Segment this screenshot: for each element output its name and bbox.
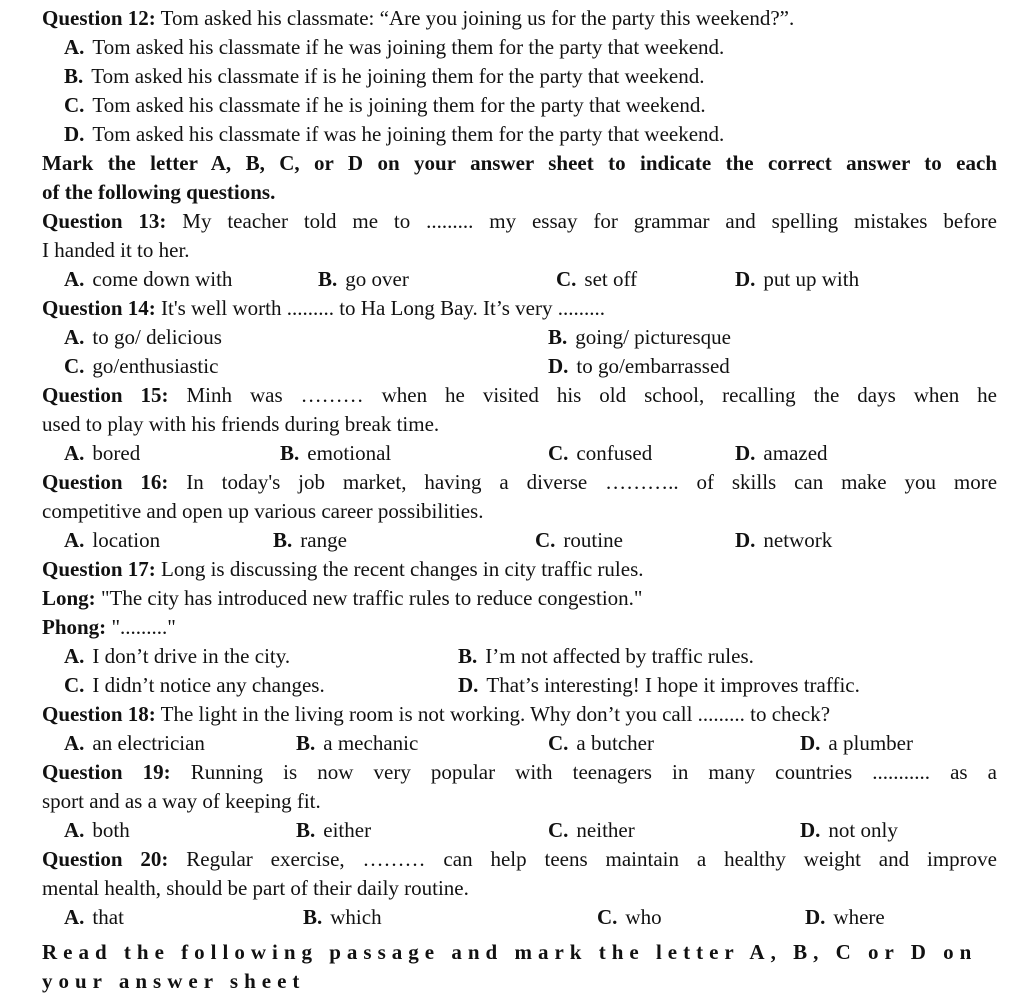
q12-option-d[interactable]	[64, 120, 724, 149]
option-text: a mechanic	[323, 731, 419, 755]
question-20-stem	[42, 845, 997, 874]
q17-option-b[interactable]	[458, 642, 754, 671]
question-text: It's well worth ......... to Ha Long Bay. It’s very .........	[161, 296, 605, 320]
q17-option-a[interactable]	[64, 642, 290, 671]
option-letter: A.	[64, 644, 85, 668]
q13-option-b[interactable]	[318, 265, 409, 294]
option-text: either	[323, 818, 372, 842]
option-text: Tom asked his classmate if is he joining them for the party that weekend.	[91, 64, 705, 88]
question-label: Question 17:	[42, 557, 156, 581]
q20-option-d[interactable]	[805, 903, 885, 932]
option-text: confused	[576, 441, 653, 465]
question-19-stem	[42, 758, 997, 787]
option-letter: A.	[64, 35, 85, 59]
option-letter: A.	[64, 905, 85, 929]
q19-option-b[interactable]	[296, 816, 371, 845]
option-letter: C.	[548, 731, 569, 755]
question-text: Minh was ……… when he visited his old school, recalling the days when he	[186, 383, 998, 407]
q19-option-c[interactable]	[548, 816, 635, 845]
option-text: routine	[563, 528, 623, 552]
q15-option-b[interactable]	[280, 439, 391, 468]
option-letter: D.	[800, 818, 821, 842]
question-12-stem	[42, 4, 794, 33]
instruction-line-1: Mark the letter A, B, C, or D on your answer sheet to indicate the correct answer to each	[42, 151, 997, 175]
option-text: I don’t drive in the city.	[92, 644, 291, 668]
question-label: Question 13:	[42, 209, 167, 233]
option-text: both	[92, 818, 130, 842]
option-letter: D.	[735, 441, 756, 465]
question-16-stem	[42, 468, 997, 497]
question-text: Tom asked his classmate: “Are you joining us for the party this weekend?”.	[160, 6, 795, 30]
q14-option-c[interactable]	[64, 352, 218, 381]
speaker-text: "........."	[111, 615, 176, 639]
question-13-stem	[42, 207, 997, 236]
question-15-stem	[42, 381, 997, 410]
q14-option-a[interactable]	[64, 323, 222, 352]
q20-option-c[interactable]	[597, 903, 662, 932]
option-text: I’m not affected by traffic rules.	[485, 644, 754, 668]
q15-option-a[interactable]	[64, 439, 140, 468]
question-label: Question 16:	[42, 470, 169, 494]
option-letter: B.	[296, 818, 316, 842]
speaker-text: "The city has introduced new traffic rules to reduce congestion."	[100, 586, 643, 610]
dialogue-long	[42, 584, 643, 613]
speaker-label: Long:	[42, 586, 96, 610]
option-letter: D.	[800, 731, 821, 755]
option-letter: B.	[458, 644, 478, 668]
option-text: I didn’t notice any changes.	[92, 673, 325, 697]
option-letter: D.	[805, 905, 826, 929]
option-text: a butcher	[576, 731, 654, 755]
option-text: going/ picturesque	[575, 325, 731, 349]
option-letter: B.	[303, 905, 323, 929]
q12-option-b[interactable]	[64, 62, 704, 91]
option-letter: B.	[64, 64, 84, 88]
option-letter: B.	[273, 528, 293, 552]
option-text: neither	[576, 818, 635, 842]
question-text: Regular exercise, ……… can help teens maintain a healthy weight and improve	[186, 847, 997, 871]
q13-option-d[interactable]	[735, 265, 859, 294]
option-letter: A.	[64, 267, 85, 291]
q12-option-c[interactable]	[64, 91, 706, 120]
question-label: Question 18:	[42, 702, 156, 726]
option-letter: B.	[548, 325, 568, 349]
q13-option-c[interactable]	[556, 265, 637, 294]
option-letter: C.	[535, 528, 556, 552]
option-text: range	[300, 528, 347, 552]
q15-option-d[interactable]	[735, 439, 828, 468]
question-17-stem	[42, 555, 644, 584]
question-text: My teacher told me to ......... my essay for grammar and spelling mistakes before	[182, 209, 997, 233]
option-letter: D.	[735, 267, 756, 291]
question-text: Running is now very popular with teenagers in many countries ........... as a	[190, 760, 998, 784]
option-text: That’s interesting! I hope it improves traffic.	[486, 673, 860, 697]
q19-option-d[interactable]	[800, 816, 898, 845]
q17-option-c[interactable]	[64, 671, 325, 700]
option-letter: D.	[735, 528, 756, 552]
option-text: Tom asked his classmate if he was joining them for the party that weekend.	[92, 35, 725, 59]
option-letter: B.	[318, 267, 338, 291]
question-18-stem	[42, 700, 997, 729]
option-letter: A.	[64, 441, 85, 465]
q14-option-b[interactable]	[548, 323, 731, 352]
question-13-stem-cont: I handed it to her.	[42, 238, 190, 262]
option-text: to go/ delicious	[92, 325, 222, 349]
option-letter: A.	[64, 325, 85, 349]
question-14-stem	[42, 294, 605, 323]
option-text: that	[92, 905, 124, 929]
q20-option-a[interactable]	[64, 903, 124, 932]
q18-option-a[interactable]	[64, 729, 205, 758]
option-text: set off	[584, 267, 638, 291]
dialogue-phong	[42, 613, 176, 642]
question-label: Question 12:	[42, 6, 156, 30]
question-label: Question 20:	[42, 847, 169, 871]
option-letter: A.	[64, 818, 85, 842]
q16-option-a[interactable]	[64, 526, 160, 555]
speaker-label: Phong:	[42, 615, 107, 639]
option-text: go over	[345, 267, 409, 291]
option-text: a plumber	[828, 731, 913, 755]
option-letter: A.	[64, 528, 85, 552]
option-letter: C.	[556, 267, 577, 291]
question-label: Question 14:	[42, 296, 156, 320]
question-15-stem-cont: used to play with his friends during break time.	[42, 412, 440, 436]
q17-option-d[interactable]	[458, 671, 860, 700]
option-letter: B.	[296, 731, 316, 755]
option-text: location	[92, 528, 161, 552]
option-letter: A.	[64, 731, 85, 755]
option-letter: D.	[458, 673, 479, 697]
option-text: put up with	[763, 267, 860, 291]
option-text: Tom asked his classmate if was he joining them for the party that weekend.	[92, 122, 725, 146]
option-letter: C.	[64, 93, 85, 117]
option-text: amazed	[763, 441, 828, 465]
option-letter: D.	[64, 122, 85, 146]
q16-option-d[interactable]	[735, 526, 832, 555]
cut-off-instruction: Read the following passage and mark the letter A, B, C or D on your answer sheet	[42, 940, 978, 993]
question-16-stem-cont: competitive and open up various career possibilities.	[42, 499, 484, 523]
option-text: which	[330, 905, 382, 929]
option-text: to go/embarrassed	[576, 354, 730, 378]
option-text: emotional	[307, 441, 392, 465]
question-20-stem-cont: mental health, should be part of their daily routine.	[42, 876, 469, 900]
q19-option-a[interactable]	[64, 816, 130, 845]
q18-option-b[interactable]	[296, 729, 418, 758]
q13-option-a[interactable]	[64, 265, 232, 294]
q20-option-b[interactable]	[303, 903, 382, 932]
q16-option-c[interactable]	[535, 526, 623, 555]
q12-option-a[interactable]	[64, 33, 724, 62]
option-text: network	[763, 528, 833, 552]
question-text: The light in the living room is not working. Why don’t you call ......... to check?	[160, 702, 831, 726]
option-text: bored	[92, 441, 141, 465]
question-label: Question 19:	[42, 760, 171, 784]
option-letter: C.	[64, 673, 85, 697]
option-letter: D.	[548, 354, 569, 378]
option-text: Tom asked his classmate if he is joining them for the party that weekend.	[92, 93, 706, 117]
instruction-line-2: of the following questions.	[42, 180, 276, 204]
option-text: go/enthusiastic	[92, 354, 219, 378]
question-text: In today's job market, having a diverse ……….. of skills can make you more	[186, 470, 998, 494]
question-text: Long is discussing the recent changes in city traffic rules.	[161, 557, 644, 581]
option-letter: C.	[548, 818, 569, 842]
option-text: an electrician	[92, 731, 205, 755]
question-19-stem-cont: sport and as a way of keeping fit.	[42, 789, 321, 813]
option-text: where	[833, 905, 885, 929]
q18-option-d[interactable]	[800, 729, 913, 758]
question-label: Question 15:	[42, 383, 169, 407]
option-text: not only	[828, 818, 898, 842]
option-letter: C.	[548, 441, 569, 465]
q16-option-b[interactable]	[273, 526, 347, 555]
option-letter: B.	[280, 441, 300, 465]
option-text: who	[625, 905, 662, 929]
q18-option-c[interactable]	[548, 729, 654, 758]
option-letter: C.	[597, 905, 618, 929]
option-text: come down with	[92, 267, 233, 291]
q15-option-c[interactable]	[548, 439, 652, 468]
q14-option-d[interactable]	[548, 352, 730, 381]
option-letter: C.	[64, 354, 85, 378]
